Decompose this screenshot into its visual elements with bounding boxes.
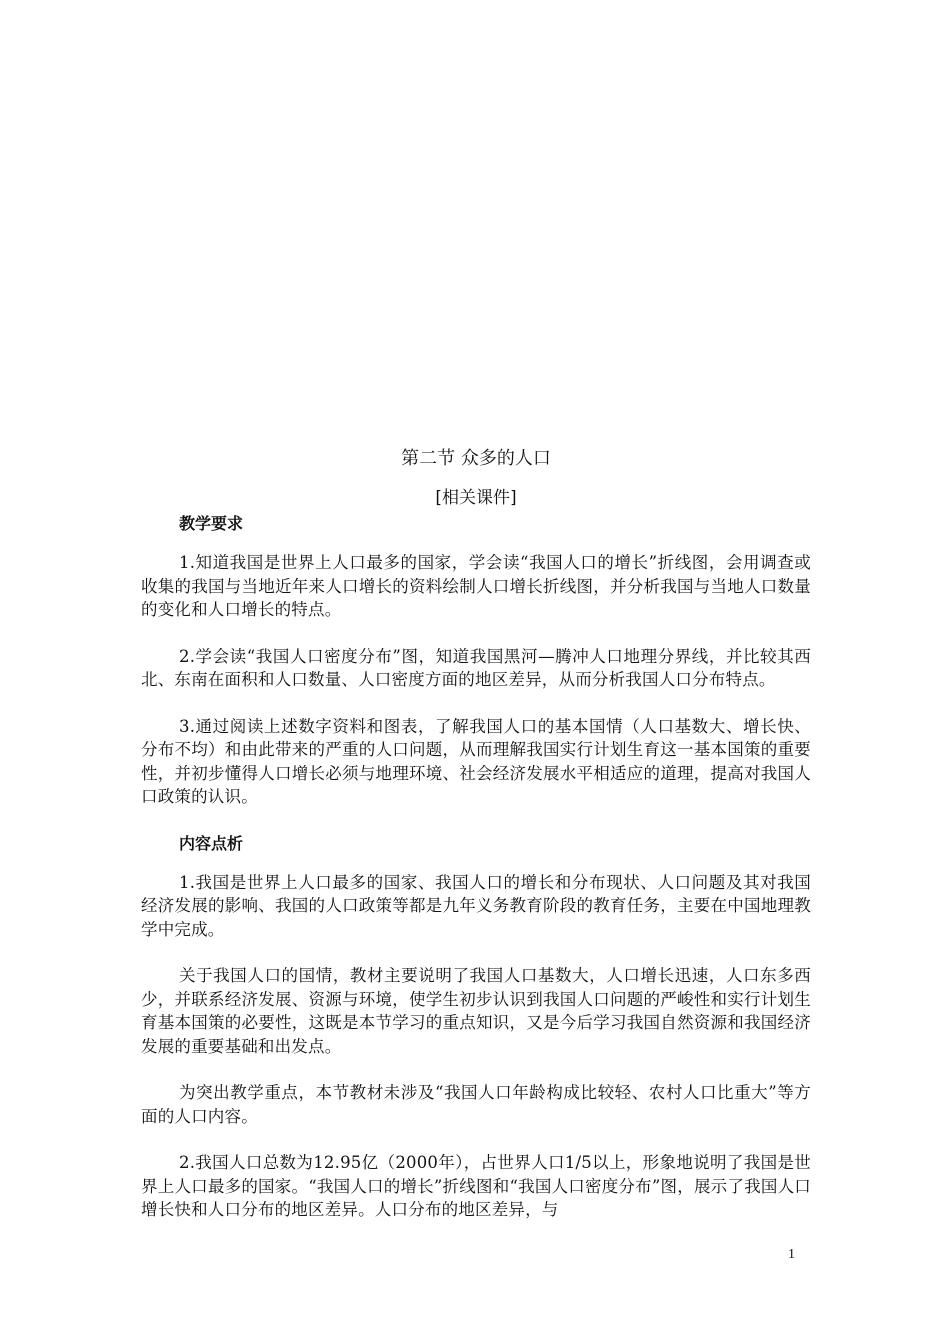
paragraph: 1.知道我国是世界上人口最多的国家，学会读“我国人口的增长”折线图，会用调查或收集的我国与当地近年来人口增长的资料绘制人口增长折线图，并分析我国与当地人口数量的变化和人口增长的特点。 — [141, 553, 811, 619]
paragraph: 为突出教学重点，本节教材未涉及“我国人口年龄构成比较轻、农村人口比重大”等方面的人口内容。 — [141, 1083, 811, 1126]
paragraph: 3.通过阅读上述数字资料和图表，了解我国人口的基本国情（人口基数大、增长快、分布不均）和由此带来的严重的人口问题，从而理解我国实行计划生育这一基本国策的重要性，并初步懂得人口增长必须与地理环境、社会经济发展水平相适应的道理，提高对我国人口政策的认识。 — [141, 716, 811, 806]
related-courseware-link[interactable]: [相关课件] — [435, 488, 517, 508]
paragraph: 1.我国是世界上人口最多的国家、我国人口的增长和分布现状、人口问题及其对我国经济发展的影响、我国的人口政策等都是九年义务教育阶段的教育任务，主要在中国地理教学中完成。 — [141, 872, 811, 939]
section-heading-teaching-requirements: 教学要求 — [179, 514, 244, 533]
paragraph: 2.学会读“我国人口密度分布”图，知道我国黑河—腾冲人口地理分界线，并比较其西北、东南在面积和人口数量、人口密度方面的地区差异，从而分析我国人口分布特点。 — [141, 646, 811, 689]
paragraph: 关于我国人口的国情，教材主要说明了我国人口基数大，人口增长迅速，人口东多西少，并联系经济发展、资源与环境，使学生初步认识到我国人口问题的严峻性和实行计划生育基本国策的必要性，这既是本节学习的重点知识，又是今后学习我国自然资源和我国经济发展的重要基础和出发点。 — [141, 966, 811, 1056]
document-body — [141, 446, 811, 1245]
section-heading-content-analysis: 内容点析 — [179, 833, 244, 853]
page-title: 第二节 众多的人口 — [401, 448, 551, 469]
paragraph: 2.我国人口总数为12.95亿（2000年），占世界人口1/5以上，形象地说明了我国是世界上人口最多的国家。“我国人口的增长”折线图和“我国人口密度分布”图，展示了我国人口增长快和人口分布的地区差异。人口分布的地区差异，与 — [141, 1153, 811, 1219]
page-number: 1 — [788, 1247, 795, 1262]
